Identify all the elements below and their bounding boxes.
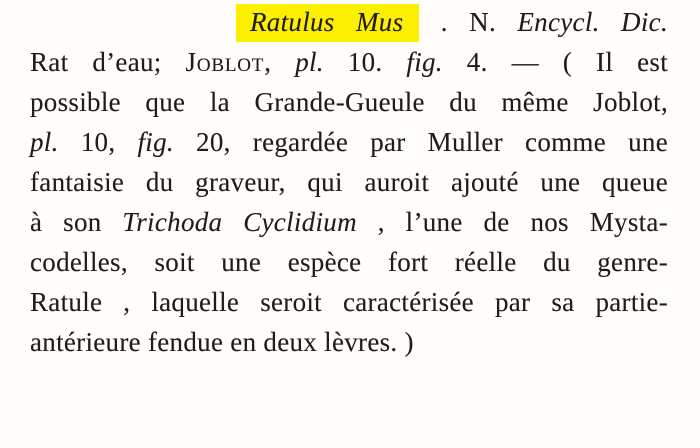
figure-abbrev: fig. [137,127,174,157]
species-name: Trichoda Cyclidium [122,207,357,237]
text-line [30,322,668,362]
text-segment: . N. [419,7,518,37]
text-line [30,242,668,282]
text-line [30,202,668,242]
text-segment: , [264,47,296,77]
headword-line [30,2,668,42]
text-segment: à son [30,207,123,237]
text-line [30,82,668,122]
text-segment: antérieure fendue en deux lèvres. ) [30,327,414,357]
figure-abbrev: fig. [406,47,443,77]
text-segment: Ratule , laquelle seroit caractérisée par sa partie- [30,287,668,317]
text-line [30,162,668,202]
author-name: Joblot [185,47,265,77]
text-segment: 20, regardée par Muller comme une [173,127,668,157]
plate-abbrev: pl. [295,47,324,77]
text-block [30,2,668,362]
text-segment: Rat d’eau; [30,47,186,77]
text-line [30,122,668,162]
text-segment: 4. — ( Il est [442,47,668,77]
text-line [30,282,668,322]
source-reference: Encycl. Dic. [517,7,668,37]
text-segment: possible que la Grande-Gueule du même Joblot, [30,87,668,117]
plate-abbrev: pl. [30,127,59,157]
text-segment: fantaisie du graveur, qui auroit ajouté une queue [30,167,668,197]
text-segment: , l’une de nos Mysta- [356,207,669,237]
highlighted-headword: Ratulus Mus [236,4,419,42]
text-segment: 10, [58,127,138,157]
text-line [30,42,668,82]
text-segment: codelles, soit une espèce fort réelle du genre- [30,247,668,277]
text-segment: 10. [323,47,407,77]
